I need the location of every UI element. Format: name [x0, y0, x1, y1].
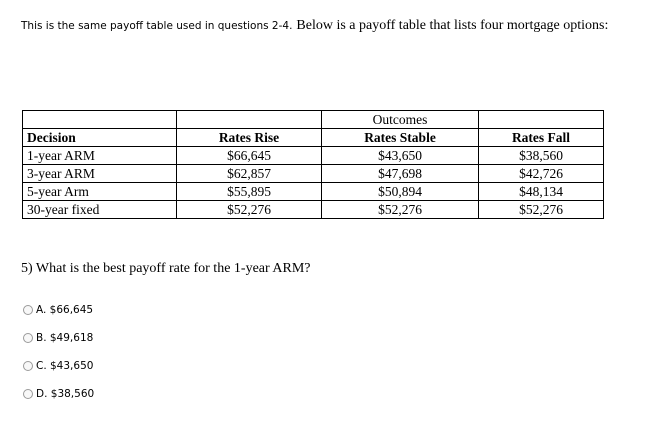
radio-button-icon[interactable]: [23, 361, 33, 371]
table-cell: $50,894: [322, 183, 479, 201]
table-spacer-cell: [479, 111, 604, 129]
outcomes-header: Outcomes: [322, 111, 479, 129]
table-spacer-cell: [177, 111, 322, 129]
question-text: 5) What is the best payoff rate for the 1-year ARM?: [21, 261, 311, 276]
intro-text: [21, 16, 641, 35]
table-corner-cell: [23, 111, 177, 129]
column-header-rates-fall: Rates Fall: [479, 129, 604, 147]
table-row: [23, 147, 604, 165]
table-row: [23, 165, 604, 183]
table-cell: 5-year Arm: [23, 183, 177, 201]
table-cell: $62,857: [177, 165, 322, 183]
column-header-rates-stable: Rates Stable: [322, 129, 479, 147]
table-cell: $52,276: [177, 201, 322, 219]
table-row: [23, 201, 604, 219]
intro-serif-text: Below is a payoff table that lists four mortgage options:: [296, 18, 609, 33]
table-cell: $48,134: [479, 183, 604, 201]
table-group-header-row: [23, 111, 604, 129]
column-header-rates-rise: Rates Rise: [177, 129, 322, 147]
answer-option-b[interactable]: [23, 331, 94, 345]
table-cell: $52,276: [479, 201, 604, 219]
radio-button-icon[interactable]: [23, 305, 33, 315]
table-cell: 1-year ARM: [23, 147, 177, 165]
answer-option-label[interactable]: C. $43,650: [36, 360, 94, 372]
table-header-row: [23, 129, 604, 147]
answer-option-label[interactable]: D. $38,560: [36, 388, 95, 400]
table-cell: 30-year fixed: [23, 201, 177, 219]
table-cell: $55,895: [177, 183, 322, 201]
table-cell: $38,560: [479, 147, 604, 165]
table-cell: 3-year ARM: [23, 165, 177, 183]
table-cell: $47,698: [322, 165, 479, 183]
payoff-table: [22, 110, 604, 219]
answer-option-label[interactable]: A. $66,645: [36, 304, 94, 316]
answer-option-d[interactable]: [23, 387, 94, 401]
column-header-decision: Decision: [23, 129, 177, 147]
table-cell: $42,726: [479, 165, 604, 183]
radio-button-icon[interactable]: [23, 389, 33, 399]
answer-option-label[interactable]: B. $49,618: [36, 332, 94, 344]
intro-sans-text: This is the same payoff table used in questions 2-4.: [21, 20, 293, 32]
table-cell: $43,650: [322, 147, 479, 165]
answer-option-a[interactable]: [23, 303, 94, 317]
answer-option-c[interactable]: [23, 359, 94, 373]
radio-button-icon[interactable]: [23, 333, 33, 343]
table-cell: $66,645: [177, 147, 322, 165]
answer-options: [23, 303, 94, 415]
table-cell: $52,276: [322, 201, 479, 219]
table-row: [23, 183, 604, 201]
